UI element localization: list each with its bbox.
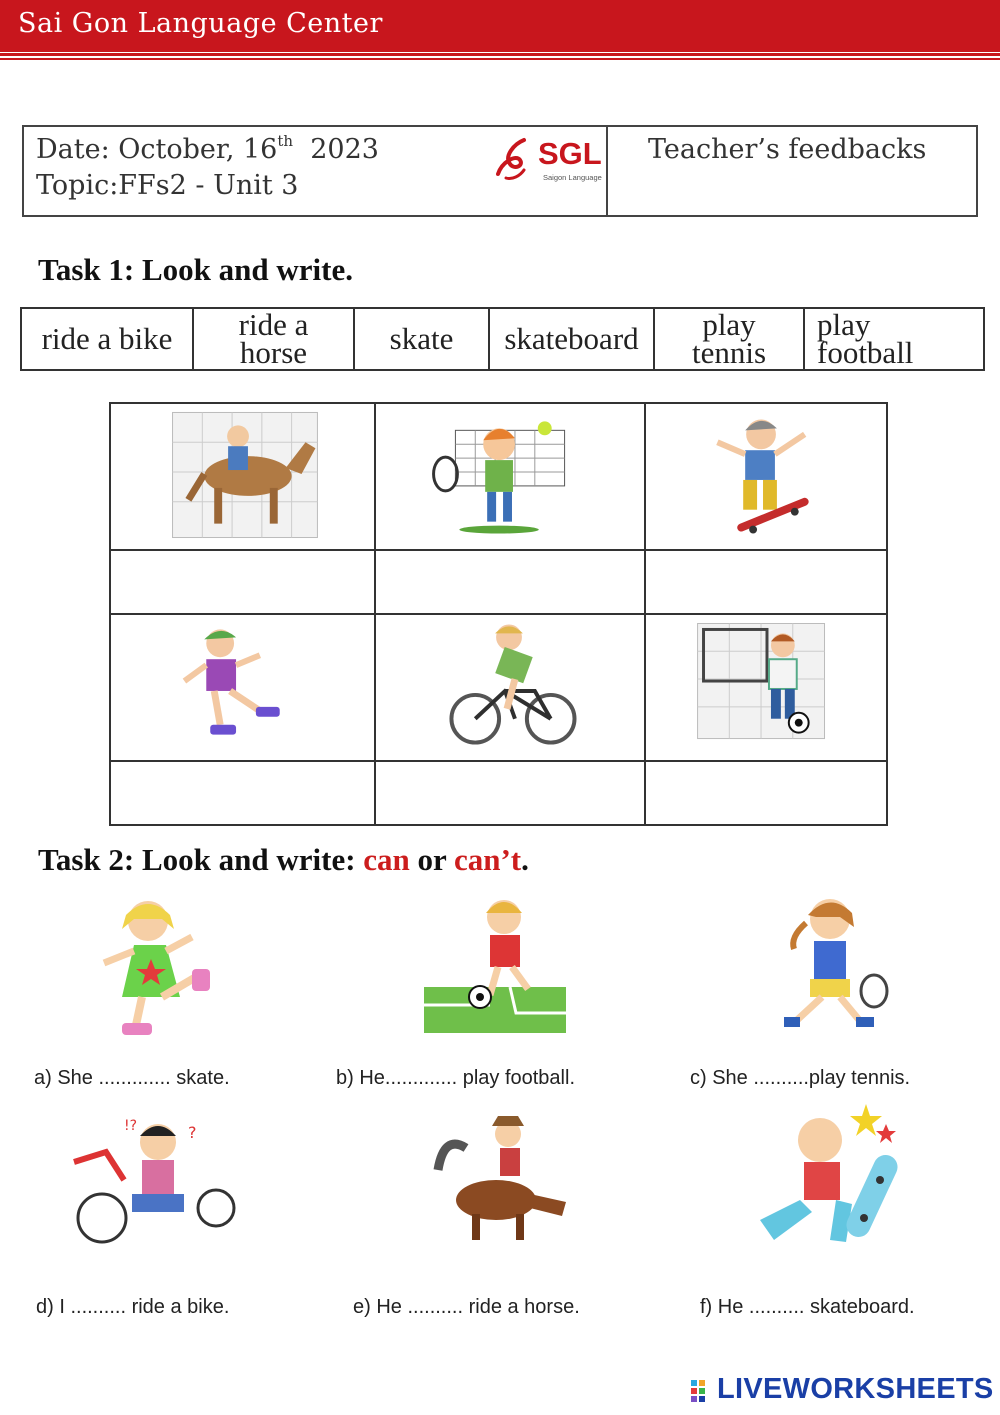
sentence-f: f) He .......... skateboard.	[700, 1296, 915, 1318]
horse-riding-icon	[111, 404, 374, 544]
picture-cell	[375, 403, 645, 550]
teacher-feedback-label: Teacher’s feedbacks	[648, 134, 927, 165]
answer-cell[interactable]	[645, 550, 887, 614]
football-boy-icon	[420, 895, 570, 1035]
sentence-e: e) He .......... ride a horse.	[353, 1296, 580, 1318]
answer-input-1[interactable]	[111, 550, 378, 614]
answer-input-3[interactable]	[646, 550, 890, 614]
broken-bike-boy-icon	[66, 1112, 240, 1254]
tennis-boy-icon	[376, 404, 644, 544]
liveworksheets-watermark: LIVEWORKSHEETS	[717, 1373, 994, 1405]
picture-cell	[645, 614, 887, 761]
logo-subtitle: Saigon Language	[543, 173, 602, 182]
picture-cell	[645, 403, 887, 550]
picture-cell	[110, 614, 375, 761]
info-box-divider	[606, 125, 608, 217]
football-boy-icon	[646, 615, 886, 755]
answer-cell[interactable]	[375, 550, 645, 614]
answer-cell[interactable]	[645, 761, 887, 825]
picture-cell	[110, 403, 375, 550]
word-bank	[20, 307, 985, 371]
answer-input-2[interactable]	[376, 550, 648, 614]
date-label: Date: October, 16th 2023	[36, 132, 379, 165]
header-rule-thin	[0, 58, 1000, 60]
svg-text:!?: !?	[124, 1118, 138, 1134]
picture-cell	[375, 614, 645, 761]
picture-grid	[109, 402, 888, 826]
topic-label: Topic:FFs2 - Unit 3	[36, 170, 299, 201]
skateboard-boy-icon	[646, 404, 886, 544]
sentence-a: a) She ............. skate.	[34, 1067, 230, 1089]
tennis-girl-icon	[760, 893, 890, 1043]
sentence-d: d) I .......... ride a bike.	[36, 1296, 230, 1318]
answer-cell[interactable]	[375, 761, 645, 825]
header-rule	[0, 53, 1000, 56]
svg-text:?: ?	[188, 1123, 197, 1142]
answer-input-4[interactable]	[111, 761, 378, 825]
word-bank-item: ride a bike	[21, 308, 193, 370]
answer-cell[interactable]	[110, 761, 375, 825]
word-bank-item: skateboard	[489, 308, 654, 370]
word-bank-item: skate	[354, 308, 489, 370]
cycling-boy-icon	[376, 615, 644, 755]
answer-input-6[interactable]	[646, 761, 890, 825]
answer-cell[interactable]	[110, 550, 375, 614]
skating-girl-icon	[111, 615, 374, 755]
task1-title: Task 1: Look and write.	[38, 252, 353, 287]
word-bank-item: play tennis	[654, 308, 804, 370]
logo-wordmark: SGL	[538, 136, 602, 171]
answer-input-5[interactable]	[376, 761, 648, 825]
skating-girl-icon	[96, 893, 216, 1043]
word-bank-item: play football	[804, 308, 984, 370]
liveworksheets-logo-icon	[690, 1376, 714, 1406]
center-name: Sai Gon Language Center	[18, 8, 383, 39]
task2-title: Task 2: Look and write: can or can’t.	[38, 842, 529, 877]
sentence-c: c) She ..........play tennis.	[690, 1067, 911, 1089]
word-bank-item: ride a horse	[193, 308, 354, 370]
horse-fall-boy-icon	[426, 1104, 576, 1254]
skateboard-fall-boy-icon	[740, 1100, 912, 1254]
sentence-b: b) He............. play football.	[336, 1067, 575, 1089]
